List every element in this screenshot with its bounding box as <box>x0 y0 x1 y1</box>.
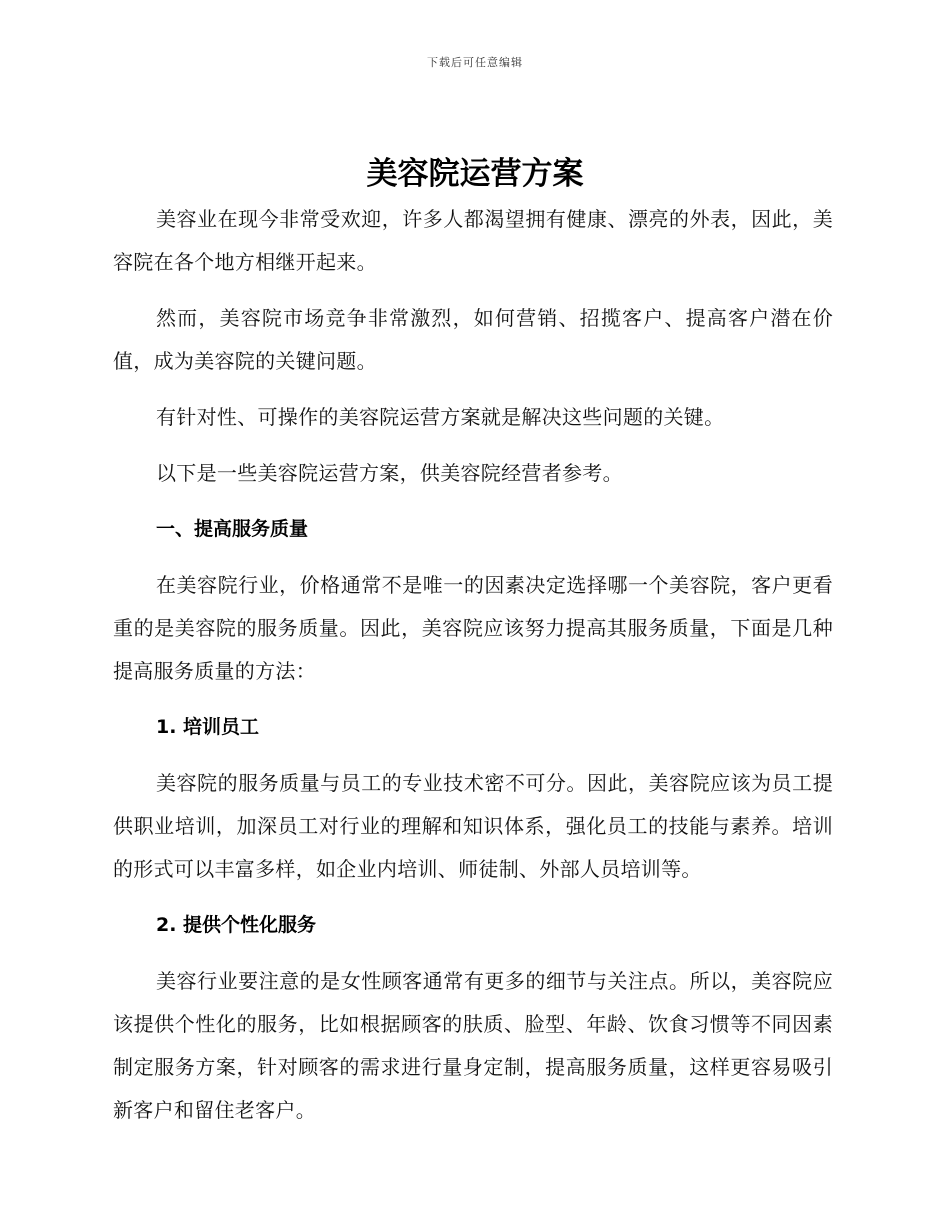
paragraph-intro: 美容业在现今非常受欢迎，许多人都渴望拥有健康、漂亮的外表，因此，美容院在各个地方相继开起来。 <box>113 207 833 274</box>
section-heading-service-quality: 一、提高服务质量 <box>156 518 309 540</box>
paragraph-train-staff: 美容院的服务质量与员工的专业技术密不可分。因此，美容院应该为员工提供职业培训，加深员工对行业的理解和知识体系，强化员工的技能与素养。培训的形式可以丰富多样，如企业内培训、师徒制、外部人员培训等。 <box>113 771 833 881</box>
subheading-train-staff: 1. 培训员工 <box>156 716 260 738</box>
paragraph-reference: 以下是一些美容院运营方案，供美容院经营者参考。 <box>156 461 623 485</box>
paragraph-personalized-service: 美容行业要注意的是女性顾客通常有更多的细节与关注点。所以，美容院应该提供个性化的服务，比如根据顾客的肤质、脸型、年龄、饮食习惯等不同因素制定服务方案，针对顾客的需求进行量身定制，提高服务质量，这样更容易吸引新客户和留住老客户。 <box>113 969 833 1122</box>
paragraph-solution: 有针对性、可操作的美容院运营方案就是解决这些问题的关键。 <box>156 405 725 429</box>
document-body <box>113 198 833 1145</box>
document-title: 美容院运营方案 <box>366 156 584 192</box>
paragraph-competition: 然而，美容院市场竞争非常激烈，如何营销、招揽客户、提高客户潜在价值，成为美容院的关键问题。 <box>113 306 833 373</box>
subheading-personalized-service: 2. 提供个性化服务 <box>156 914 317 936</box>
paragraph-service-quality: 在美容院行业，价格通常不是唯一的因素决定选择哪一个美容院，客户更看重的是美容院的服务质量。因此，美容院应该努力提高其服务质量，下面是几种提高服务质量的方法： <box>113 573 833 683</box>
header-note: 下载后可任意编辑 <box>427 56 523 69</box>
